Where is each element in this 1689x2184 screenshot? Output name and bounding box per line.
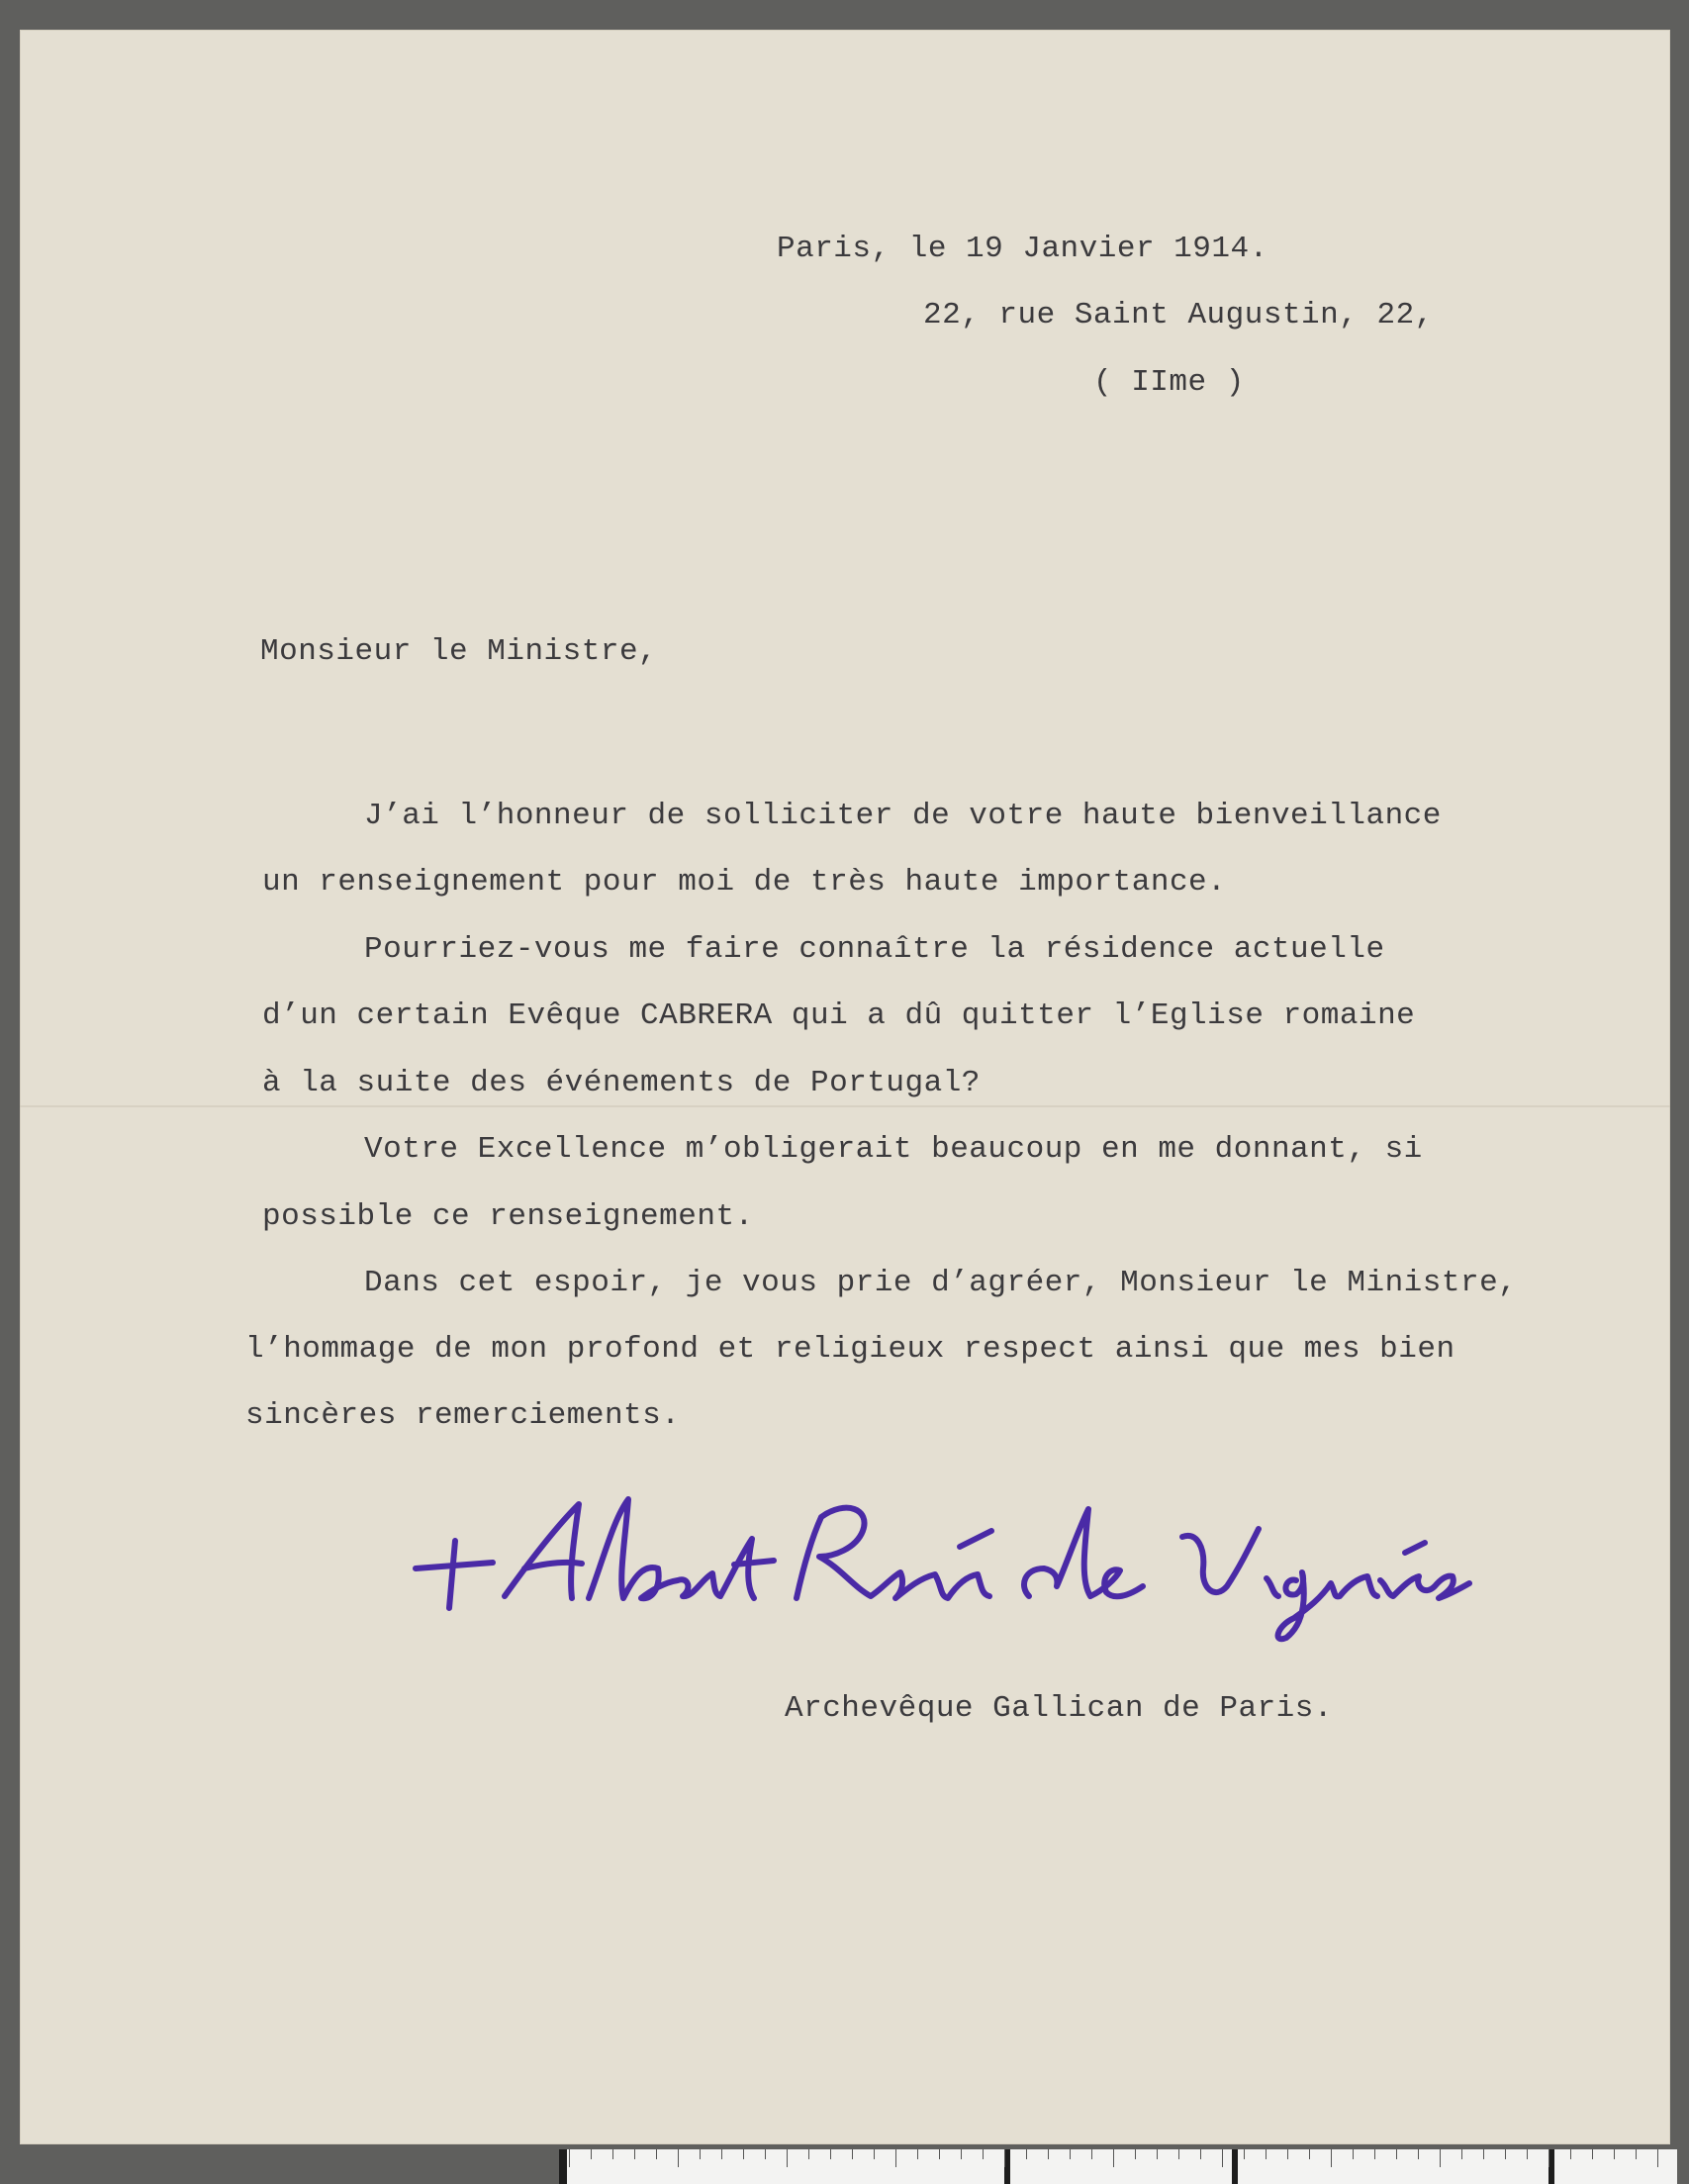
ruler-tick [1287, 2149, 1288, 2159]
letter-salutation: Monsieur le Ministre, [260, 634, 658, 669]
ruler-tick [1135, 2149, 1136, 2159]
ruler-tick [569, 2149, 570, 2167]
body-line: Votre Excellence m’obligerait beaucoup en me donnant, si [364, 1132, 1423, 1167]
ruler-tick [1461, 2149, 1462, 2159]
ruler-tick [1113, 2149, 1114, 2167]
ruler-tick [1309, 2149, 1310, 2159]
ruler-tick [1157, 2149, 1158, 2159]
ruler-dark-segment [1232, 2149, 1238, 2184]
body-line: à la suite des événements de Portugal? [262, 1066, 981, 1100]
fold-line [20, 1105, 1670, 1107]
letter-address: 22, rue Saint Augustin, 22, [923, 298, 1434, 332]
ruler-tick [1527, 2149, 1528, 2159]
ruler-tick [939, 2149, 940, 2159]
ruler-tick [1353, 2149, 1354, 2159]
ruler-tick [852, 2149, 853, 2159]
ruler-tick [1222, 2149, 1223, 2167]
ruler-tick [1244, 2149, 1245, 2159]
ruler-tick [1614, 2149, 1615, 2159]
ruler-tick [612, 2149, 613, 2159]
ruler-tick [1004, 2149, 1005, 2167]
ruler-tick [1266, 2149, 1267, 2159]
letter-page [20, 30, 1670, 2144]
body-line: J’ai l’honneur de solliciter de votre haute bienveillance [364, 799, 1442, 833]
ruler-tick [765, 2149, 766, 2159]
ruler-tick [983, 2149, 984, 2159]
body-line: possible ce renseignement. [262, 1199, 754, 1234]
ruler-tick [830, 2149, 831, 2159]
ruler-tick [1396, 2149, 1397, 2159]
body-line: l’hommage de mon profond et religieux respect ainsi que mes bien [245, 1332, 1455, 1367]
ruler-tick [1200, 2149, 1201, 2159]
ruler-tick [1331, 2149, 1332, 2167]
scale-ruler [559, 2149, 1677, 2184]
ruler-tick [634, 2149, 635, 2159]
ruler-tick [808, 2149, 809, 2159]
ruler-tick [1657, 2149, 1658, 2167]
body-line: d’un certain Evêque CABRERA qui a dû quitter l’Eglise romaine [262, 998, 1416, 1033]
ruler-tick [1505, 2149, 1506, 2159]
ruler-tick [1374, 2149, 1375, 2159]
ruler-tick [1026, 2149, 1027, 2159]
letter-district: ( IIme ) [1093, 365, 1245, 400]
signatory-title: Archevêque Gallican de Paris. [785, 1691, 1333, 1726]
ruler-tick [1091, 2149, 1092, 2159]
body-line: Dans cet espoir, je vous prie d’agréer, Monsieur le Ministre, [364, 1266, 1518, 1300]
ruler-tick [1592, 2149, 1593, 2159]
ruler-tick [1548, 2149, 1549, 2167]
ruler-tick [656, 2149, 657, 2159]
letter-date: Paris, le 19 Janvier 1914. [777, 232, 1268, 266]
ruler-tick [1070, 2149, 1071, 2159]
ruler-tick [1048, 2149, 1049, 2159]
body-line: un renseignement pour moi de très haute importance. [262, 865, 1227, 900]
ruler-tick [1418, 2149, 1419, 2159]
ruler-tick [1570, 2149, 1571, 2159]
body-line: sincères remerciements. [245, 1398, 681, 1433]
ruler-tick [1483, 2149, 1484, 2159]
ruler-tick [743, 2149, 744, 2159]
ruler-tick [961, 2149, 962, 2159]
ruler-tick [721, 2149, 722, 2159]
ruler-tick [874, 2149, 875, 2159]
ruler-tick [917, 2149, 918, 2159]
signature-image [406, 1470, 1474, 1648]
ruler-tick [700, 2149, 701, 2159]
ruler-tick [1178, 2149, 1179, 2159]
ruler-tick [591, 2149, 592, 2159]
ruler-tick [1636, 2149, 1637, 2159]
body-line: Pourriez-vous me faire connaître la résidence actuelle [364, 932, 1385, 967]
ruler-tick [1440, 2149, 1441, 2167]
ruler-dark-segment [559, 2149, 567, 2184]
ruler-tick [895, 2149, 896, 2167]
ruler-tick [787, 2149, 788, 2167]
ruler-tick [678, 2149, 679, 2167]
